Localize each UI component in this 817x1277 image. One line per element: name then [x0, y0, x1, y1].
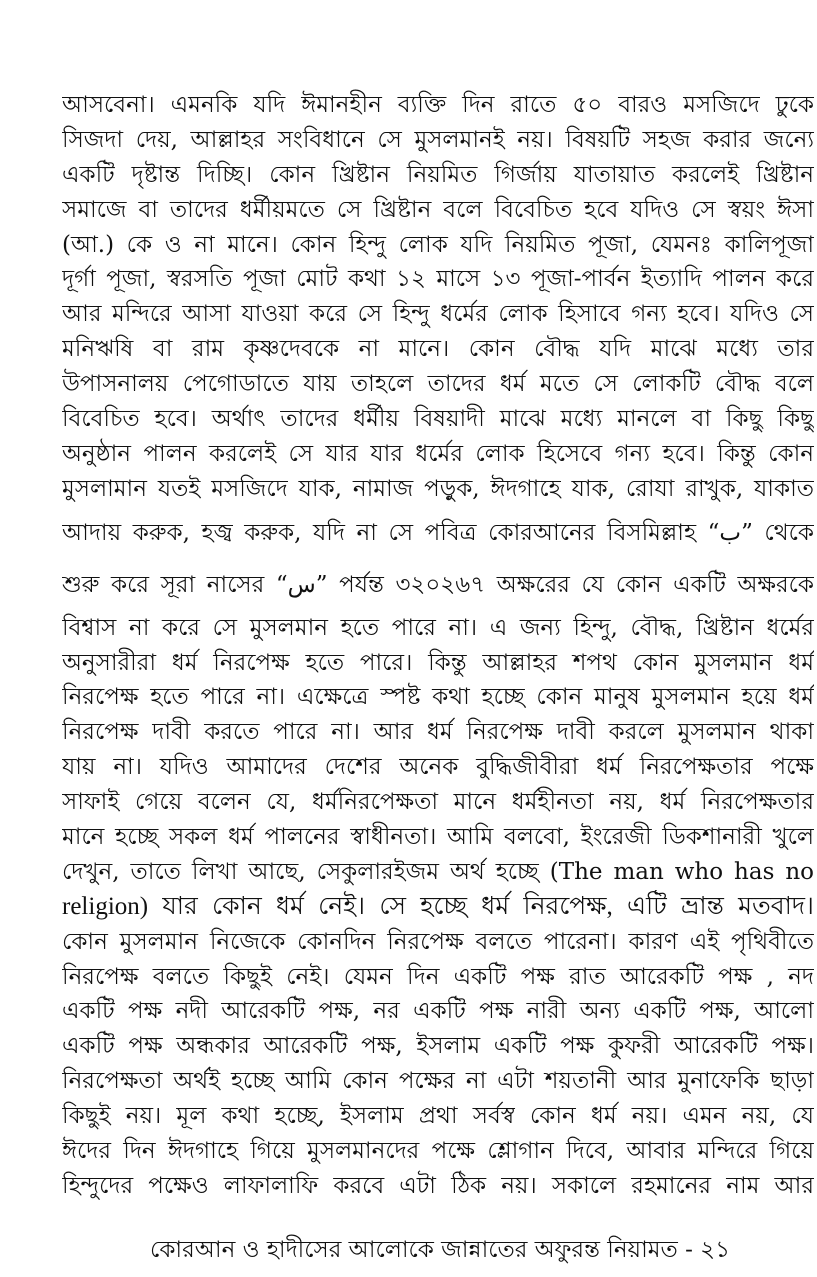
text-line: আদায় করুক, হজ্ব করুক, যদি না সে পবিত্র কোরআনের বিসমিল্লাহ “ب” থেকে: [62, 519, 814, 546]
text-line: অনুষ্ঠান পালন করলেই সে যার যার ধর্মের লোক হিসেবে গন্য হবে। কিন্তু কোন: [62, 440, 814, 467]
text-line: আর মন্দিরে আসা যাওয়া করে সে হিন্দু ধর্মের লোক হিসাবে গন্য হবে। যদিও সে: [62, 301, 814, 328]
text-line: কিছুই নয়। মূল কথা হচ্ছে, ইসলাম প্রথা সর্বস্ব কোন ধর্ম নয়। এমন নয়, যে: [62, 1103, 814, 1130]
text-line: উপাসনালয় পেগোডাতে যায় তাহলে তাদের ধর্ম মতে সে লোকটি বৌদ্ধ বলে: [62, 371, 814, 398]
text-line: নিরপেক্ষতা অর্থই হচ্ছে আমি কোন পক্ষের না এটা শয়তানী আর মুনাফেকি ছাড়া: [62, 1068, 814, 1095]
text-line: বিশ্বাস না করে সে মুসলমান হতে পারে না। এ জন্য হিন্দু, বৌদ্ধ, খ্রিষ্টান ধর্মের: [62, 614, 814, 641]
text-line: যায় না। যদিও আমাদের দেশের অনেক বুদ্ধিজীবীরা ধর্ম নিরপেক্ষতার পক্ষে: [62, 754, 814, 781]
text-line: বিবেচিত হবে। অর্থাৎ তাদের ধর্মীয় বিষয়াদী মাঝে মধ্যে মানলে বা কিছু কিছু: [62, 406, 814, 433]
text-line: ঈদের দিন ঈদগাহে গিয়ে মুসলমানদের পক্ষে শ্লোগান দিবে, আবার মন্দিরে গিয়ে: [62, 1138, 814, 1165]
text-line: অনুসারীরা ধর্ম নিরপেক্ষ হতে পারে। কিন্তু আল্লাহর শপথ কোন মুসলমান ধর্ম: [62, 649, 814, 676]
text-line: একটি পক্ষ নদী আরেকটি পক্ষ, নর একটি পক্ষ নারী অন্য একটি পক্ষ, আলো: [62, 998, 814, 1025]
text-line: হিন্দুদের পক্ষেও লাফালাফি করবে এটা ঠিক নয়। সকালে রহমানের নাম আর: [62, 1172, 814, 1199]
text-line: দেখুন, তাতে লিখা আছে, সেকুলারইজম অর্থ হচ্ছে (The man who has no: [62, 858, 814, 885]
text-line: নিরপেক্ষ হতে পারে না। এক্ষেত্রে স্পষ্ট কথা হচ্ছে কোন মানুষ মুসলমান হয়ে ধর্ম: [62, 684, 814, 711]
text-line: religion) যার কোন ধর্ম নেই। সে হচ্ছে ধর্ম নিরপেক্ষ, এটি ভ্রান্ত মতবাদ।: [62, 892, 814, 920]
text-line: মুসলামান যতই মসজিদে যাক, নামাজ পড়ুক, ঈদগাহে যাক, রোযা রাখুক, যাকাত: [62, 475, 814, 502]
text-line: শুরু করে সূরা নাসের “س” পর্যন্ত ৩২০২৬৭ অক্ষরের যে কোন একটি অক্ষরকে: [62, 571, 814, 598]
text-line: একটি দৃষ্টান্ত দিচ্ছি। কোন খ্রিষ্টান নিয়মিত গির্জায় যাতায়াত করলেই খ্রিষ্টান: [62, 161, 814, 188]
text-line: একটি পক্ষ অন্ধকার আরেকটি পক্ষ, ইসলাম একটি পক্ষ কুফরী আরেকটি পক্ষ।: [62, 1033, 814, 1060]
text-line: নিরপেক্ষ দাবী করতে পারে না। আর ধর্ম নিরপেক্ষ দাবী করলে মুসলমান থাকা: [62, 719, 814, 746]
page-body: [62, 88, 814, 1204]
text-line: দূর্গা পূজা, স্বরসতি পূজা মোট কথা ১২ মাসে ১৩ পূজা-পার্বন ইত্যাদি পালন করে: [62, 266, 814, 293]
text-line: সমাজে বা তাদের ধর্মীয়মতে সে খ্রিষ্টান বলে বিবেচিত হবে যদিও সে স্বয়ং ঈসা: [62, 196, 814, 223]
text-line: সাফাই গেয়ে বলেন যে, ধর্মনিরপেক্ষতা মানে ধর্মহীনতা নয়, ধর্ম নিরপেক্ষতার: [62, 789, 814, 816]
text-line: মনিঋষি বা রাম কৃষ্ণদেবকে না মানে। কোন বৌদ্ধ যদি মাঝে মধ্যে তার: [62, 336, 814, 363]
text-line: কোন মুসলমান নিজেকে কোনদিন নিরপেক্ষ বলতে পারেনা। কারণ এই পৃথিবীতে: [62, 928, 814, 955]
text-line: (আ.) কে ও না মানে। কোন হিন্দু লোক যদি নিয়মিত পূজা, যেমনঃ কালিপূজা: [62, 231, 814, 258]
text-line: নিরপেক্ষ বলতে কিছুই নেই। যেমন দিন একটি পক্ষ রাত আরেকটি পক্ষ , নদ: [62, 963, 814, 990]
text-line: সিজদা দেয়, আল্লাহর সংবিধানে সে মুসলমানই নয়। বিষয়টি সহজ করার জন্যে: [62, 126, 814, 153]
text-line: মানে হচ্ছে সকল ধর্ম পালনের স্বাধীনতা। আমি বলবো, ইংরেজী ডিকশানারী খুলে: [62, 824, 814, 851]
text-line: আসবেনা। এমনকি যদি ঈমানহীন ব্যক্তি দিন রাতে ৫০ বারও মসজিদে ঢুকে: [62, 92, 814, 118]
page-footer: কোরআন ও হাদীসের আলোকে জান্নাতের অফুরন্ত নিয়ামত - ২১: [150, 1237, 731, 1263]
